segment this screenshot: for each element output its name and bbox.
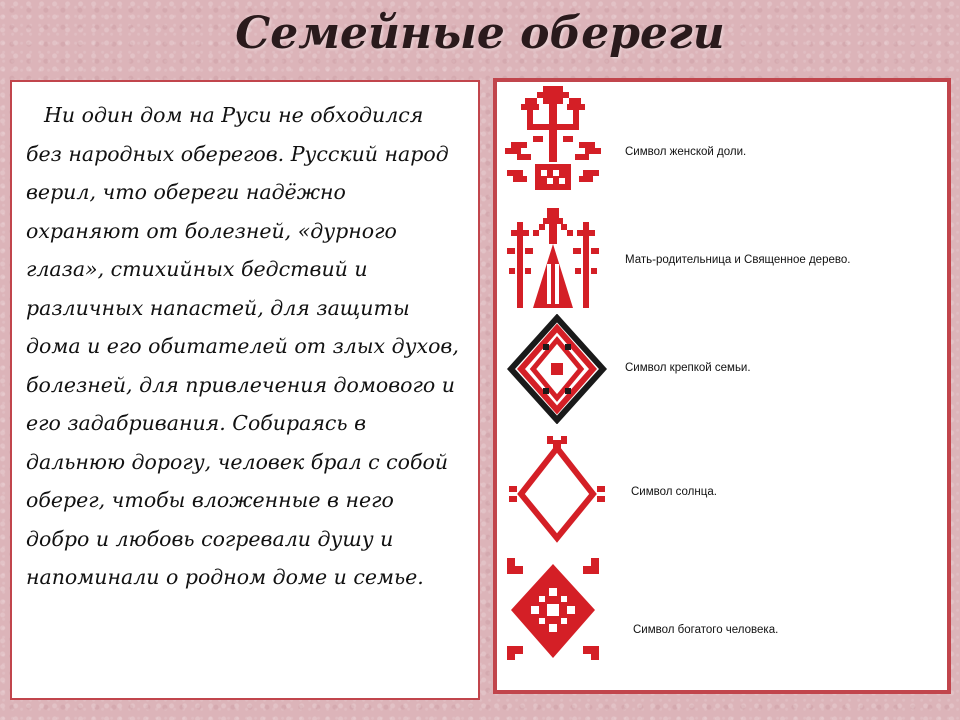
- mother-tree-motif-icon: [503, 204, 603, 314]
- caption-symbol-5: Символ богатого человека.: [633, 624, 779, 636]
- caption-symbol-2: Мать-родительница и Священное дерево.: [625, 254, 851, 266]
- sun-rhombus-motif-icon: [507, 434, 607, 544]
- flower-pot-motif-icon: [503, 84, 603, 194]
- body-text: Ни один дом на Руси не обходился без народных оберегов. Русский народ верил, что обереги надёжно охраняют от болезней, «дурного глаза», стихийных бедствий и различных напастей, для защиты дома и его обитателей от злых духов, болезней, для привлечения домового и его задабривания. Собираясь в дальнюю дорогу, человек брал с собой оберег, чтобы вложенные в него добро и любовь согревали душу и напоминали о родном доме и семье.: [26, 103, 459, 589]
- symbols-panel: [493, 78, 951, 694]
- caption-symbol-3: Символ крепкой семьи.: [625, 362, 751, 374]
- wealth-motif-icon: [503, 554, 603, 664]
- caption-symbol-4: Символ солнца.: [631, 486, 717, 498]
- diamond-family-motif-icon: [507, 314, 607, 424]
- page-title: Семейные обереги: [235, 8, 725, 59]
- text-panel: [10, 80, 480, 700]
- caption-symbol-1: Символ женской доли.: [625, 146, 747, 158]
